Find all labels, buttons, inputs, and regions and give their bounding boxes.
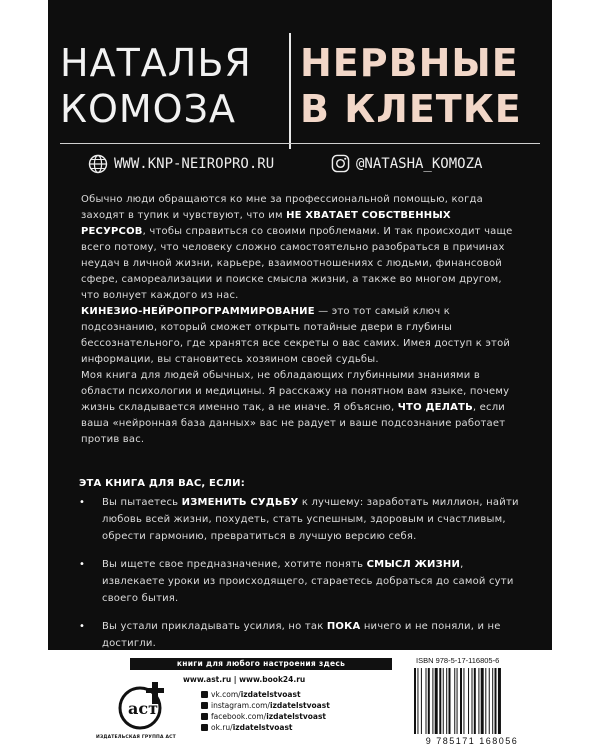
p1-text-a: Обычно люди обращаются ко мне за профессиональной помощью, когда заходят в тупик и чувствуют, что им: [81, 194, 483, 221]
facebook-link[interactable]: [201, 711, 330, 722]
back-cover: [48, 0, 552, 750]
p1-emphasis: НЕ ХВАТАЕТ СОБСТВЕННЫХ РЕСУРСОВ: [81, 210, 451, 237]
header-divider: [60, 143, 540, 144]
bullet: •: [79, 621, 86, 632]
globe-icon: [88, 154, 108, 174]
author-name: [60, 40, 288, 132]
ig-prefix: instagram.com/: [211, 701, 270, 710]
ok-prefix: ok.ru/: [211, 723, 233, 732]
fb-prefix: facebook.com/: [211, 712, 267, 721]
list-item: [79, 494, 519, 545]
vk-handle: izdatelstvoast: [240, 690, 301, 699]
author-first-name: НАТАЛЬЯ: [60, 41, 252, 85]
book-title: [300, 40, 550, 132]
author-last-name: КОМОЗА: [60, 87, 236, 131]
instagram-link[interactable]: [201, 700, 330, 711]
vk-icon: [201, 691, 208, 698]
publisher-footer: [48, 650, 552, 750]
fb-handle: izdatelstvoast: [266, 712, 326, 721]
ok-handle: izdatelstvoast: [232, 723, 293, 732]
paragraph-1: [81, 192, 516, 304]
p2-text-b: — это тот самый ключ к подсознанию, который сможет открыть потайные двери в глубины бессознательного, где хранятся все секреты о вас самих. Имея доступ к этой информации, вы становитесь хозяином своей судьбы.: [81, 306, 511, 365]
list-item: [79, 618, 519, 652]
website-text: WWW.KNP-NEIROPRO.RU: [114, 156, 275, 172]
paragraph-2: [81, 304, 516, 368]
item3-text-c: ничего и не поняли, и не достигли.: [102, 621, 501, 649]
item3-emphasis: ПОКА: [326, 621, 361, 632]
social-links: [201, 689, 330, 733]
isbn-text: ISBN 978-5-17-116805-6: [416, 656, 500, 665]
book-title-line-2: В КЛЕТКЕ: [300, 87, 522, 131]
p3-text-a: Моя книга для людей обычных, не обладающих глубинными знаниями в области психологии и медицины. Я расскажу на понятном вам языке, почему жизнь складывается именно так, а не иначе. Я объясню,: [81, 370, 510, 413]
item2-text-a: Вы ищете свое предназначение, хотите понять: [102, 559, 367, 570]
mood-banner: книги для любого настроения здесь: [130, 658, 392, 670]
instagram-small-icon: [201, 702, 208, 709]
item2-text-c: , извлекаете уроки из происходящего, стараетесь добраться до самой сути своего бытия.: [102, 559, 514, 604]
vk-prefix: vk.com/: [211, 690, 241, 699]
list-item: [79, 556, 519, 607]
item1-text-a: Вы пытаетесь: [102, 497, 182, 508]
barcode-number: 9 785171 168056: [425, 736, 519, 746]
paragraph-3: [81, 368, 516, 448]
logo-text: аст: [128, 699, 159, 718]
website-contact[interactable]: [88, 154, 274, 174]
ok-link[interactable]: [201, 722, 330, 733]
book-title-line-1: НЕРВНЫЕ: [300, 41, 519, 85]
instagram-contact[interactable]: [331, 154, 482, 173]
p1-text-c: , чтобы справиться со своими проблемами. И так происходит чаще всего потому, что человеку сложно самостоятельно разобраться в причинах неудач в личной жизни, карьере, взаимоотношениях с людьми, финансовой сфере, самореализации и поиске смысла жизни, а также во многом другом, что волнует каждого из нас.: [81, 226, 513, 301]
list-heading: ЭТА КНИГА ДЛЯ ВАС, ЕСЛИ:: [79, 478, 245, 489]
publisher-websites[interactable]: www.ast.ru | www.book24.ru: [183, 675, 306, 684]
title-divider: [289, 33, 291, 149]
item1-text-c: к лучшему: заработать миллион, найти любовь всей жизни, похудеть, стать успешным, здоровым и счастливым, обрести гармонию, превратиться в лучшую версию себя.: [102, 497, 519, 542]
audience-list: [79, 494, 519, 663]
instagram-text: @NATASHA_KOMOZA: [356, 155, 483, 172]
ig-handle: izdatelstvoast: [269, 701, 330, 710]
item2-emphasis: СМЫСЛ ЖИЗНИ: [366, 559, 461, 570]
facebook-icon: [201, 713, 208, 720]
p2-emphasis: КИНЕЗИО-НЕЙРОПРОГРАММИРОВАНИЕ: [81, 306, 315, 317]
bullet: •: [79, 497, 86, 508]
publisher-name: ИЗДАТЕЛЬСКАЯ ГРУППА АСТ: [96, 735, 176, 740]
ok-icon: [201, 724, 208, 731]
p3-emphasis: ЧТО ДЕЛАТЬ: [397, 402, 473, 413]
p3-text-c: , если ваша «нейронная база данных» вас не радует и ваше подсознание работает против вас.: [81, 402, 506, 445]
item3-text-a: Вы устали прикладывать усилия, но так: [102, 621, 327, 632]
item1-emphasis: ИЗМЕНИТЬ СУДЬБУ: [181, 497, 299, 508]
vk-link[interactable]: [201, 689, 330, 700]
instagram-icon: [331, 154, 350, 173]
bullet: •: [79, 559, 86, 570]
annotation-text: [81, 192, 516, 448]
barcode-icon: [412, 668, 532, 734]
